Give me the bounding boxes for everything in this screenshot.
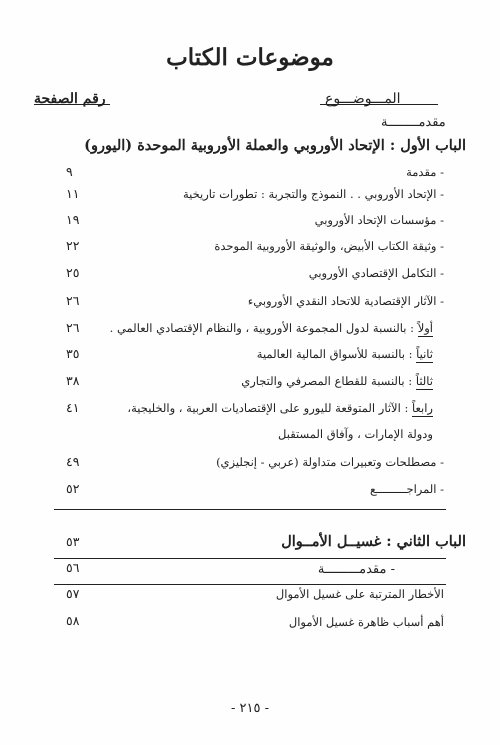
column-header-page-underline [34,104,110,105]
part2-title: الباب الثاني : غسيــل الأمــوال [281,533,466,550]
toc-page-number: ٢٢ [66,238,80,253]
toc-page-number: ٥٦ [66,560,80,575]
page-number-footer: - ٢١٥ - [230,701,269,716]
toc-page-number: ٤١ [66,400,80,415]
sub-entry-text: : بالنسبة للأسواق المالية العالمية [256,347,413,361]
page-title: موضوعات الكتاب [166,44,334,71]
toc-page-number: ٣٨ [66,373,80,388]
toc-page-number: ٥٢ [66,481,80,496]
toc-page-number: ٢٦ [66,320,80,335]
toc-page-number: ٥٧ [66,586,80,601]
column-header-topic: المـــوضـــوع [325,91,401,107]
toc-entry: - مصطلحات وتعبيرات متداولة (عربي - إنجليزي) [216,455,444,469]
toc-entry: - التكامل الإقتصادي الأوروبي [308,266,444,280]
sub-entry-text: : الآثار المتوقعة لليورو على الإقتصاديات العربية ، والخليجية، [127,401,409,415]
toc-page-number: ٢٦ [66,293,80,308]
part1-title: الباب الأول : الإتحاد الأوروبي والعملة الأوروبية الموحدة (اليورو) [84,137,466,154]
intro-heading: مقدمــــــــة [381,115,446,130]
column-header-page: رقم الصفحة [34,91,106,107]
toc-sub-entry [127,403,433,415]
toc-sub-entry-continuation: ودولة الإمارات ، وآفاق المستقبل [278,427,433,441]
sub-entry-label: أولاً [417,321,433,335]
toc-entry: - الآثار الإقتصادية للاتحاد النقدي الأوروبيء [247,294,444,308]
toc-page-number: ٥٨ [66,613,80,628]
sub-entry-label: ثانياً [416,347,433,361]
sub-entry-label: رابعاً [411,401,433,415]
toc-sub-entry [110,323,433,335]
toc-entry: - وثيقة الكتاب الأبيض، والوثيقة الأوروبية الموحدة [214,239,444,253]
column-header-topic-underline [320,104,438,105]
toc-sub-entry [241,376,433,388]
toc-entry: - مؤسسات الإتحاد الأوروبي [314,213,444,227]
toc-page-number: ٣٥ [66,346,80,361]
section-divider [54,509,446,510]
section-divider [54,584,446,585]
toc-page-number: ٤٩ [66,454,80,469]
toc-entry: - مقدمة [406,165,444,179]
sub-entry-label: ثالثاً [415,374,433,388]
toc-entry: - الإتحاد الأوروبي . . النموذج والتجربة : تطورات تاريخية [182,187,444,201]
toc-page-number: ٢٥ [66,265,80,280]
toc-page-number: ١٩ [66,212,80,227]
sub-entry-text: : بالنسبة لدول المجموعة الأوروبية ، والنظام الإقتصادي العالمي . [109,321,415,335]
toc-entry: - مقدمـــــــــة [317,562,395,577]
toc-entry: الأخطار المترتبة على غسيل الأموال [275,587,444,601]
toc-page-number: ٩ [66,164,73,179]
toc-entry: أهم أسباب ظاهرة غسيل الأموال [288,615,444,629]
section-divider [54,558,446,559]
toc-page-number: ٥٣ [66,534,80,549]
toc-sub-entry [257,349,433,361]
sub-entry-text: : بالنسبة للقطاع المصرفي والتجاري [241,374,413,388]
toc-entry: - المراجـــــــــع [370,482,444,496]
toc-page-number: ١١ [66,186,80,201]
